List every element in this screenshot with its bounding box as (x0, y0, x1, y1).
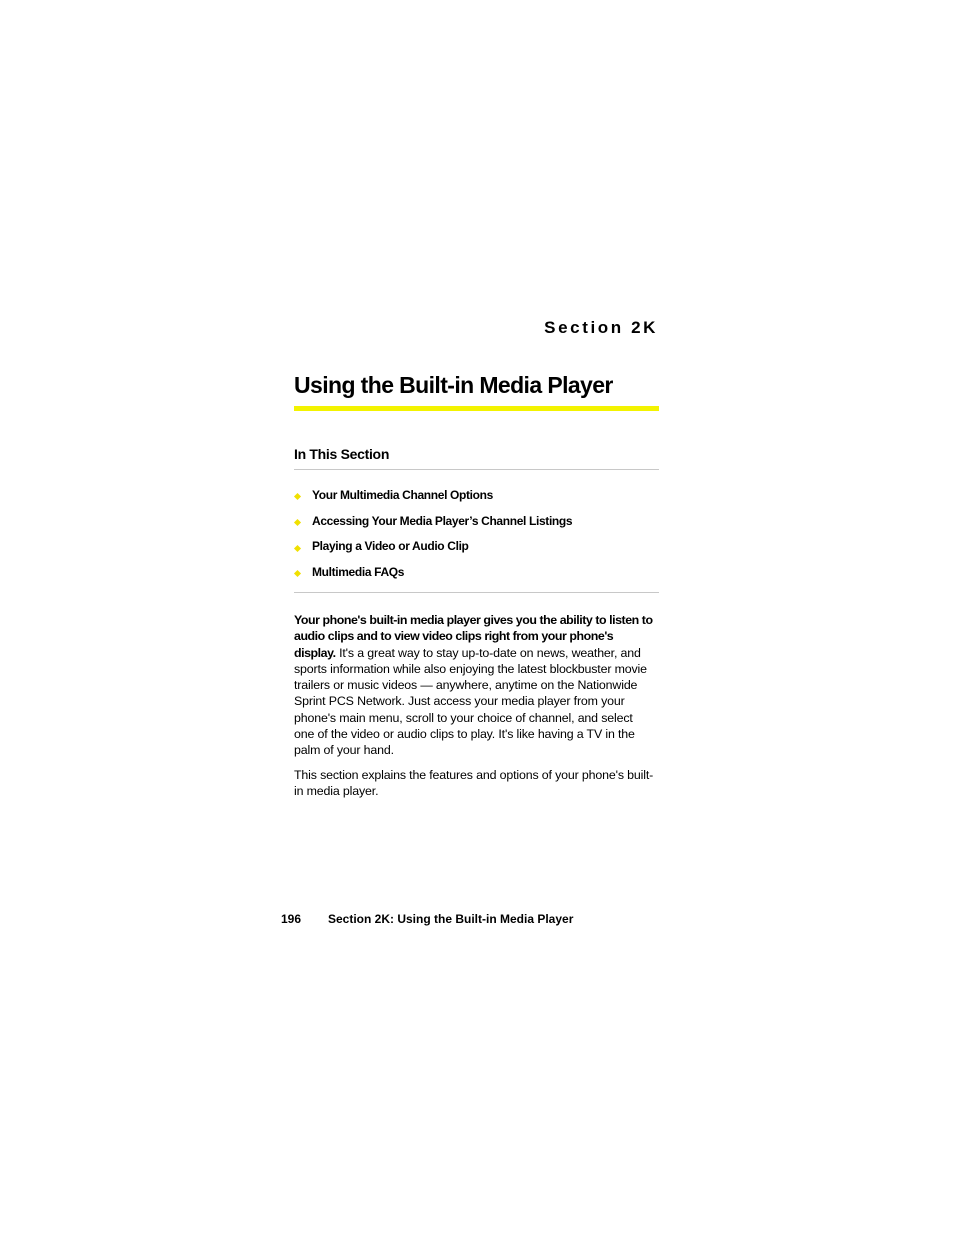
bullet-icon (294, 493, 301, 500)
list-item (294, 559, 659, 585)
heading-divider (294, 469, 659, 470)
list-item-label: Playing a Video or Audio Clip (312, 539, 469, 554)
intro-text (294, 612, 656, 807)
intro-lead: Your phone's built-in media player gives you the ability to listen to audio clips and to view video clips right from your phone's display. (294, 613, 653, 660)
running-title: Section 2K: Using the Built-in Media Player (328, 912, 574, 926)
list-item (294, 508, 659, 534)
bullet-icon (294, 519, 301, 526)
intro-body: It's a great way to stay up-to-date on news, weather, and sports information while also enjoying the latest blockbuster movie trailers or music videos — anywhere, anytime on the Nationwide Sprint PCS Network. Just access your media player from your phone's main menu, scroll to your choice of channel, and select one of the video or audio clips to play. It's like having a TV in the palm of your hand. (294, 645, 647, 758)
list-item (294, 533, 659, 559)
bullet-icon (294, 545, 301, 552)
list-item-label: Your Multimedia Channel Options (312, 487, 493, 502)
in-this-section-heading: In This Section (294, 446, 390, 462)
page-number: 196 (281, 912, 302, 926)
list-item-label: Multimedia FAQs (312, 564, 405, 579)
title-underline (294, 406, 659, 411)
section-contents-list (294, 482, 659, 585)
intro-paragraph (294, 612, 656, 759)
section-label: Section 2K (544, 318, 658, 337)
bullet-icon (294, 570, 301, 577)
page-footer (281, 912, 573, 926)
chapter-title: Using the Built-in Media Player (294, 372, 613, 398)
list-divider (294, 592, 659, 593)
list-item-label: Accessing Your Media Player’s Channel Listings (312, 513, 573, 528)
intro-paragraph-2: This section explains the features and options of your phone's built-in media player. (294, 767, 654, 798)
list-item (294, 482, 659, 508)
